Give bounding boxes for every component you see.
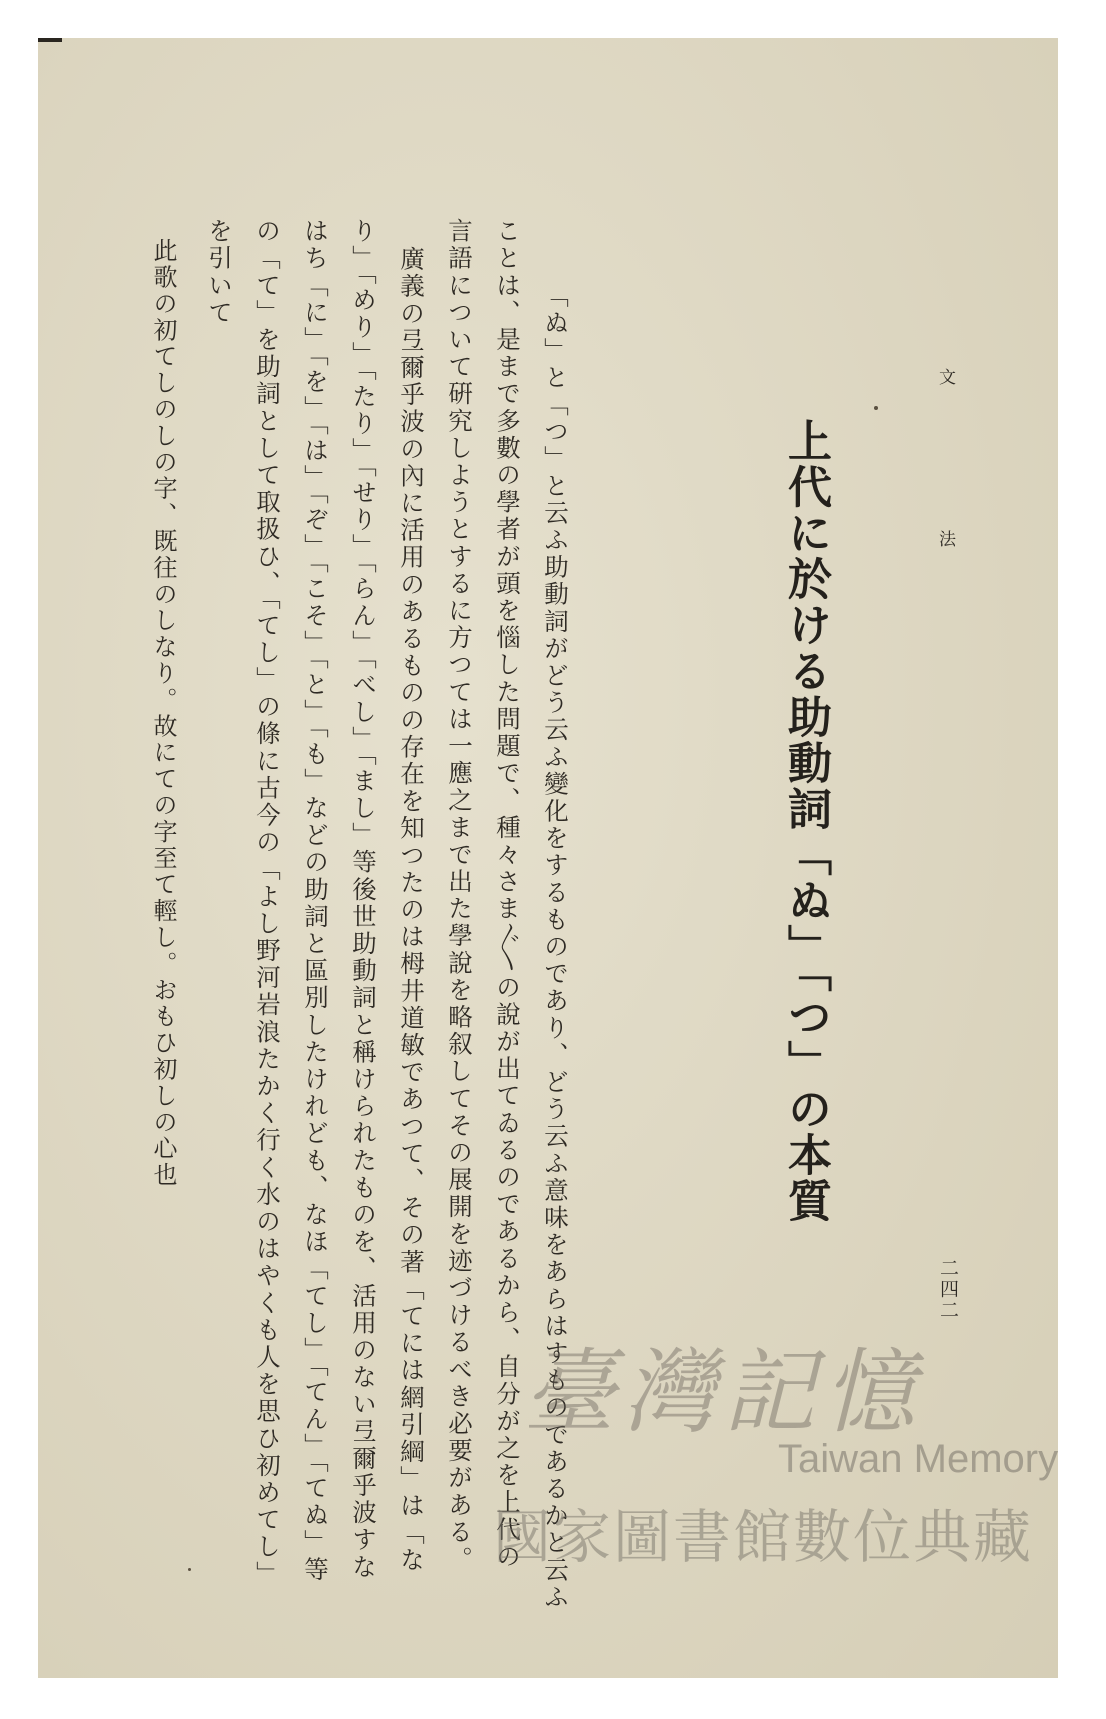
quoted-passage: 此歌の初てしのしの字、既往のしなり。故にての字至て輕し。おもひ初しの心也	[149, 238, 177, 1189]
book-page	[38, 38, 1058, 1678]
watermark-institution: 國家圖書館數位典藏	[493, 1503, 1034, 1571]
body-line-3: 言語について硏究しようとするに方つては一應之まで出た學說を略叙してその展開を迹づけるべき必要がある。	[445, 218, 474, 1573]
paper-speck	[188, 1568, 191, 1571]
paper-speck	[874, 406, 878, 410]
body-line-2: ことは、是まで多數の學者が頭を惱した問題で、種々さま〴〵の說が出てゐるのであるから、自分が之を上代の	[493, 218, 522, 1571]
body-line-7: の「て」を助詞として取扱ひ、「てし」の條に古今の「よし野河岩浪たかく行く水のはやくも人を思ひ初めてし」	[253, 218, 282, 1588]
body-line-8: を引いて	[205, 218, 234, 327]
body-line-5: り」「めり」「たり」「せり」「らん」「べし」「まし」等後世助動詞と稱けられたものを、活用のない弖爾乎波すな	[349, 218, 378, 1581]
watermark-english: Taiwan Memory	[778, 1437, 1058, 1481]
article-title: 上代に於ける助動詞「ぬ」「つ」の本質	[780, 418, 831, 1224]
body-line-4: 廣義の弖爾乎波の內に活用のあるものの存在を知つたのは栂井道敏であつて、その著「てには網引綱」は「な	[397, 246, 426, 1574]
watermark	[493, 1339, 1058, 1603]
body-line-6: はち「に」「を」「は」「ぞ」「こそ」「と」「も」などの助詞と區別したけれども、なほ「てし」「てん」「てぬ」等	[301, 218, 330, 1584]
page-number: 二四二	[937, 1258, 959, 1321]
watermark-logo-text: 臺灣記憶	[523, 1339, 924, 1446]
body-line-1: 「ぬ」と「つ」と云ふ助動詞がどう云ふ變化をするものであり、どう云ふ意味をあらはすものであるかと云ふ	[541, 283, 570, 1611]
section-number-mark	[38, 38, 62, 42]
running-title: 文 法	[935, 368, 955, 611]
